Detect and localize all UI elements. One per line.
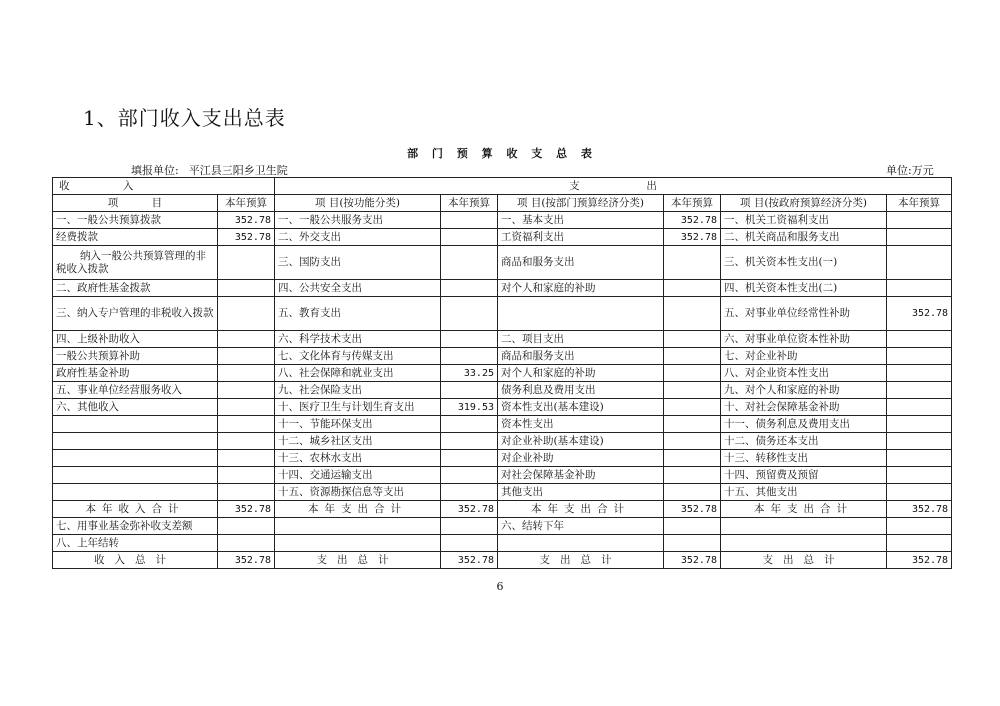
dept-econ-item: 商品和服务支出 [498,348,664,365]
dept-econ-item: 对个人和家庭的补助 [498,365,664,382]
func-item: 七、文化体育与传媒支出 [275,348,441,365]
dept-econ-amount [664,365,721,382]
gov-econ-amount [887,365,952,382]
income-amount [218,246,275,280]
income-item: 四、上级补助收入 [53,331,218,348]
gov-econ-amount [887,450,952,467]
gov-econ-item: 十五、其他支出 [721,484,887,501]
dept-econ-item [498,535,664,552]
gov-econ-item [721,535,887,552]
income-item [53,433,218,450]
dept-econ-amount [664,535,721,552]
income-item: 政府性基金补助 [53,365,218,382]
gov-econ-amount [887,535,952,552]
dept-econ-amount [664,433,721,450]
func-amount [441,467,498,484]
func-amount: 33.25 [441,365,498,382]
func-item: 三、国防支出 [275,246,441,280]
gov-econ-item: 九、对个人和家庭的补助 [721,382,887,399]
dept-econ-item: 六、结转下年 [498,518,664,535]
func-total-amount: 352.78 [441,501,498,518]
col-header-func: 项 目(按功能分类) [275,195,441,212]
func-amount [441,433,498,450]
table-row [53,416,952,433]
dept-econ-grand-total-amount: 352.78 [664,552,721,569]
table-row [53,484,952,501]
gov-econ-item: 十四、预留费及预留 [721,467,887,484]
income-amount [218,382,275,399]
dept-econ-grand-total-label: 支出总计 [498,552,664,569]
gov-econ-item: 十二、债务还本支出 [721,433,887,450]
reporting-unit [131,162,288,178]
gov-econ-amount [887,518,952,535]
page-heading: 1、部门收入支出总表 [83,106,286,130]
dept-econ-amount [664,399,721,416]
table-row [53,365,952,382]
income-item [53,450,218,467]
gov-econ-item: 七、对企业补助 [721,348,887,365]
func-item: 九、社会保险支出 [275,382,441,399]
income-amount: 352.78 [218,229,275,246]
income-item: 五、事业单位经营服务收入 [53,382,218,399]
table-row [53,331,952,348]
dept-econ-item: 对企业补助(基本建设) [498,433,664,450]
gov-econ-item: 十一、债务利息及费用支出 [721,416,887,433]
func-item: 一、一般公共服务支出 [275,212,441,229]
income-item: 二、政府性基金拨款 [53,280,218,297]
gov-econ-item: 五、对事业单位经常性补助 [721,297,887,331]
income-item: 八、上年结转 [53,535,218,552]
col-header-budget: 本年预算 [441,195,498,212]
income-amount [218,433,275,450]
gov-econ-item: 十、对社会保障基金补助 [721,399,887,416]
reporting-unit-name: 平江县三阳乡卫生院 [188,164,288,177]
dept-econ-total-label: 本年支出合计 [498,501,664,518]
dept-econ-amount [664,467,721,484]
func-item: 二、外交支出 [275,229,441,246]
income-item: 七、用事业基金弥补收支差额 [53,518,218,535]
income-item [53,484,218,501]
func-amount [441,518,498,535]
dept-econ-amount [664,450,721,467]
gov-econ-item: 四、机关资本性支出(二) [721,280,887,297]
dept-econ-item: 工资福利支出 [498,229,664,246]
func-amount [441,348,498,365]
dept-econ-amount [664,518,721,535]
func-item [275,518,441,535]
gov-econ-item: 八、对企业资本性支出 [721,365,887,382]
func-item: 六、科学技术支出 [275,331,441,348]
gov-econ-item: 十三、转移性支出 [721,450,887,467]
income-amount [218,331,275,348]
table-row [53,467,952,484]
income-amount [218,467,275,484]
income-item: 六、其他收入 [53,399,218,416]
func-total-label: 本年支出合计 [275,501,441,518]
dept-econ-amount [664,297,721,331]
table-row [53,450,952,467]
table-row [53,382,952,399]
dept-econ-item: 对个人和家庭的补助 [498,280,664,297]
gov-econ-grand-total-label: 支出总计 [721,552,887,569]
col-header-budget: 本年预算 [218,195,275,212]
dept-econ-item: 其他支出 [498,484,664,501]
func-amount [441,450,498,467]
gov-econ-amount [887,467,952,484]
income-amount: 352.78 [218,212,275,229]
func-amount [441,297,498,331]
gov-econ-total-amount: 352.78 [887,501,952,518]
gov-econ-amount [887,212,952,229]
dept-econ-item: 对社会保障基金补助 [498,467,664,484]
dept-econ-amount [664,331,721,348]
gov-econ-item [721,518,887,535]
income-item: 纳入一般公共预算管理的非税收入拨款 [53,246,218,280]
income-amount [218,450,275,467]
dept-econ-total-amount: 352.78 [664,501,721,518]
header-row-columns [53,195,952,212]
gov-econ-amount [887,484,952,501]
func-amount [441,382,498,399]
col-header-budget: 本年预算 [887,195,952,212]
func-grand-total-amount: 352.78 [441,552,498,569]
income-item [53,467,218,484]
dept-econ-item: 资本性支出(基本建设) [498,399,664,416]
table-row [53,535,952,552]
income-amount [218,348,275,365]
income-total-amount: 352.78 [218,501,275,518]
header-income: 收 入 [53,178,275,195]
income-total-label: 本年收入合计 [53,501,218,518]
income-item: 经费拨款 [53,229,218,246]
dept-econ-amount [664,416,721,433]
func-amount [441,280,498,297]
income-amount [218,518,275,535]
func-item: 十三、农林水支出 [275,450,441,467]
dept-econ-item: 二、项目支出 [498,331,664,348]
col-header-budget: 本年预算 [664,195,721,212]
func-amount [441,416,498,433]
table-row [53,348,952,365]
income-amount [218,280,275,297]
income-amount [218,297,275,331]
dept-econ-amount [664,246,721,280]
gov-econ-amount [887,382,952,399]
budget-summary-table [52,177,952,569]
gov-econ-total-label: 本年支出合计 [721,501,887,518]
gov-econ-amount [887,280,952,297]
dept-econ-item: 商品和服务支出 [498,246,664,280]
table-row [53,399,952,416]
func-amount: 319.53 [441,399,498,416]
gov-econ-amount [887,229,952,246]
dept-econ-amount [664,348,721,365]
dept-econ-amount [664,382,721,399]
table-row [53,518,952,535]
dept-econ-amount: 352.78 [664,212,721,229]
header-expense: 支 出 [275,178,952,195]
gov-econ-amount [887,331,952,348]
func-amount [441,246,498,280]
income-item [53,416,218,433]
gov-econ-amount [887,416,952,433]
func-amount [441,212,498,229]
func-item [275,535,441,552]
income-item: 一、一般公共预算拨款 [53,212,218,229]
func-item: 十四、交通运输支出 [275,467,441,484]
year-total-row [53,501,952,518]
income-amount [218,365,275,382]
dept-econ-item: 对企业补助 [498,450,664,467]
reporting-unit-label: 填报单位: [131,164,179,177]
func-item: 八、社会保障和就业支出 [275,365,441,382]
table-row [53,246,952,280]
func-amount [441,229,498,246]
func-item: 五、教育支出 [275,297,441,331]
table-row [53,297,952,331]
income-item: 三、纳入专户管理的非税收入拨款 [53,297,218,331]
income-amount [218,399,275,416]
dept-econ-item: 一、基本支出 [498,212,664,229]
table-row [53,212,952,229]
currency-unit: 单位:万元 [886,164,934,177]
gov-econ-grand-total-amount: 352.78 [887,552,952,569]
header-row-top [53,178,952,195]
func-item: 十一、节能环保支出 [275,416,441,433]
gov-econ-item: 六、对事业单位资本性补助 [721,331,887,348]
gov-econ-amount [887,246,952,280]
dept-econ-amount [664,484,721,501]
gov-econ-item: 二、机关商品和服务支出 [721,229,887,246]
dept-econ-amount [664,280,721,297]
func-amount [441,331,498,348]
col-header-dept-econ: 项 目(按部门预算经济分类) [498,195,664,212]
income-amount [218,535,275,552]
page-number: 6 [496,580,504,593]
dept-econ-item: 债务利息及费用支出 [498,382,664,399]
func-item: 四、公共安全支出 [275,280,441,297]
income-grand-total-amount: 352.78 [218,552,275,569]
gov-econ-amount: 352.78 [887,297,952,331]
table-title: 部 门 预 算 收 支 总 表 [407,147,593,160]
income-amount [218,484,275,501]
table-row [53,280,952,297]
gov-econ-item: 一、机关工资福利支出 [721,212,887,229]
grand-total-row [53,552,952,569]
func-item: 十二、城乡社区支出 [275,433,441,450]
dept-econ-amount: 352.78 [664,229,721,246]
func-amount [441,535,498,552]
table-row [53,433,952,450]
col-header-gov-econ: 项 目(按政府预算经济分类) [721,195,887,212]
income-item: 一般公共预算补助 [53,348,218,365]
func-item: 十五、资源勘探信息等支出 [275,484,441,501]
gov-econ-amount [887,399,952,416]
income-amount [218,416,275,433]
func-grand-total-label: 支出总计 [275,552,441,569]
gov-econ-amount [887,433,952,450]
gov-econ-amount [887,348,952,365]
gov-econ-item: 三、机关资本性支出(一) [721,246,887,280]
col-header-item: 项 目 [53,195,218,212]
dept-econ-item [498,297,664,331]
dept-econ-item: 资本性支出 [498,416,664,433]
func-amount [441,484,498,501]
table-row [53,229,952,246]
func-item: 十、医疗卫生与计划生育支出 [275,399,441,416]
income-grand-total-label: 收入总计 [53,552,218,569]
